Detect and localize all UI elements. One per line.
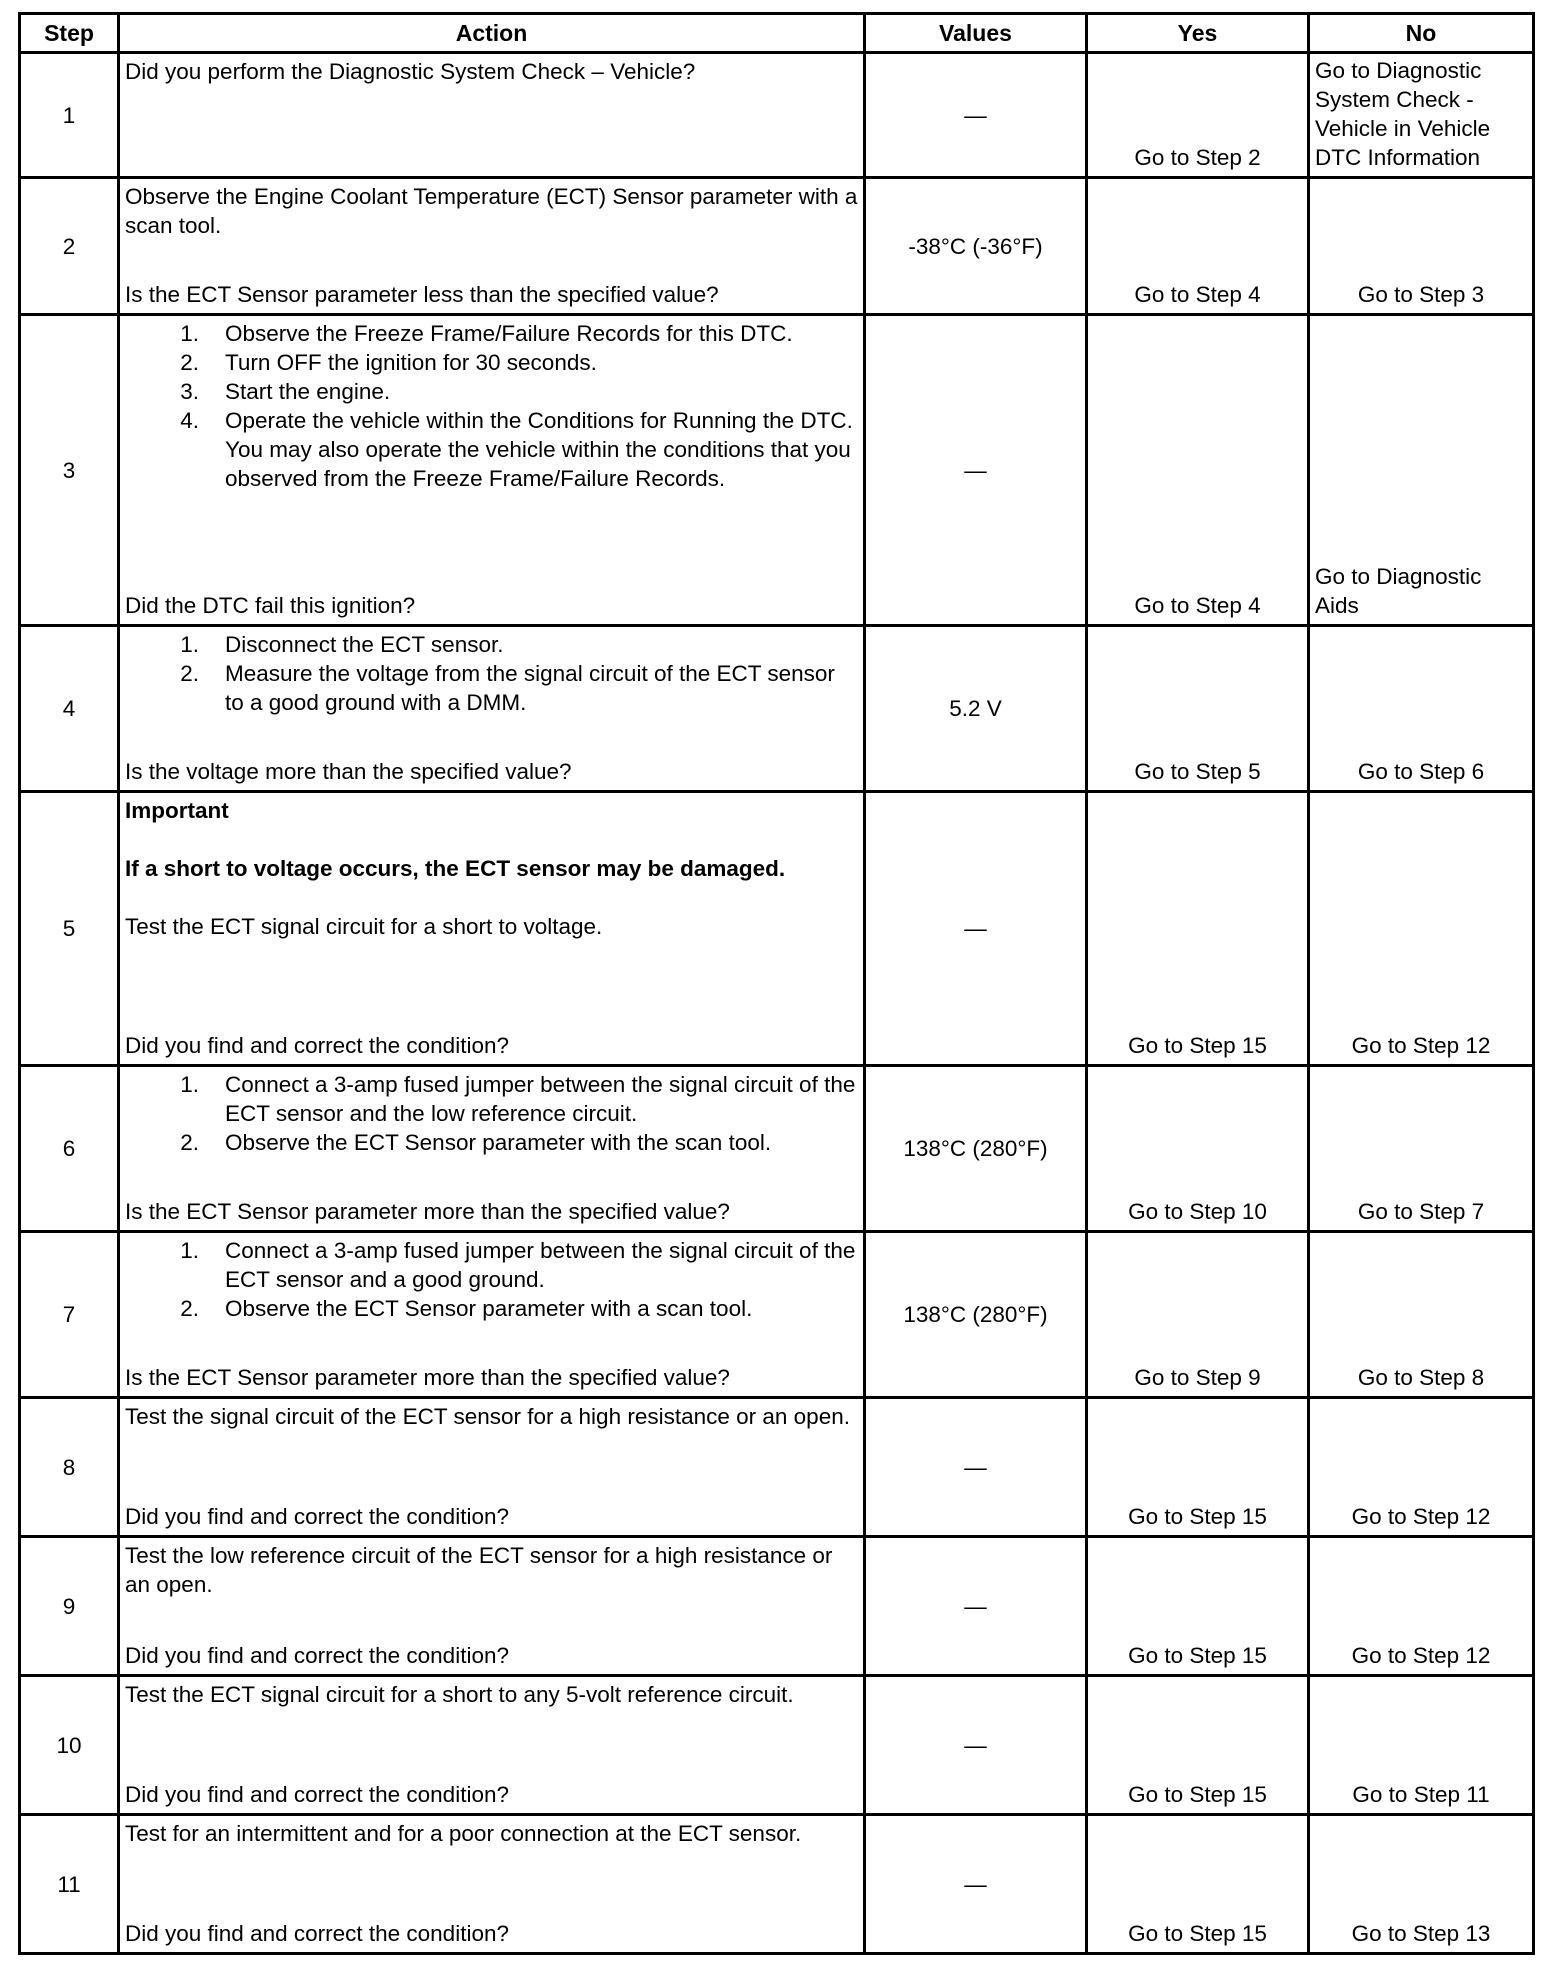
header-action: Action bbox=[119, 14, 865, 53]
action-cell bbox=[119, 315, 865, 626]
action-cell bbox=[119, 1066, 865, 1232]
action-question: Did you find and correct the condition? bbox=[125, 1033, 509, 1058]
action-cell bbox=[119, 792, 865, 1066]
action-question: Did you find and correct the condition? bbox=[125, 1643, 509, 1668]
action-content bbox=[125, 182, 858, 309]
action-cell bbox=[119, 1537, 865, 1676]
list-item bbox=[125, 630, 858, 659]
list-item-number: 2. bbox=[180, 1296, 199, 1321]
value-cell: — bbox=[865, 53, 1087, 178]
yes-cell: Go to Step 15 bbox=[1087, 1537, 1309, 1676]
action-steps-list bbox=[125, 1070, 858, 1157]
list-item-number: 1. bbox=[180, 1072, 199, 1097]
list-item bbox=[125, 406, 858, 493]
step-number: 10 bbox=[20, 1676, 119, 1815]
list-item bbox=[125, 1294, 858, 1323]
action-instructions bbox=[125, 1819, 858, 1848]
table-row bbox=[20, 1066, 1534, 1232]
no-cell: Go to Diagnostic System Check - Vehicle in Vehicle DTC Information bbox=[1309, 53, 1534, 178]
no-cell: Go to Step 12 bbox=[1309, 1537, 1534, 1676]
no-cell: Go to Diagnostic Aids bbox=[1309, 315, 1534, 626]
no-cell: Go to Step 11 bbox=[1309, 1676, 1534, 1815]
list-item-text: Observe the Freeze Frame/Failure Records for this DTC. bbox=[225, 321, 793, 346]
yes-cell: Go to Step 15 bbox=[1087, 792, 1309, 1066]
no-cell: Go to Step 7 bbox=[1309, 1066, 1534, 1232]
action-question: Is the ECT Sensor parameter more than the specified value? bbox=[125, 1199, 730, 1224]
list-item-text: Disconnect the ECT sensor. bbox=[225, 632, 504, 657]
list-item-text: Start the engine. bbox=[225, 379, 391, 404]
list-item bbox=[125, 1236, 858, 1294]
action-text: Did you perform the Diagnostic System Check – Vehicle? bbox=[125, 59, 696, 84]
important-text: If a short to voltage occurs, the ECT sensor may be damaged. bbox=[125, 856, 786, 881]
spacer bbox=[125, 883, 858, 912]
value-cell: 5.2 V bbox=[865, 626, 1087, 792]
action-instructions bbox=[125, 182, 858, 240]
action-instructions bbox=[125, 57, 858, 86]
action-cell bbox=[119, 53, 865, 178]
step-number: 7 bbox=[20, 1232, 119, 1398]
action-question: Is the voltage more than the specified value? bbox=[125, 759, 572, 784]
action-question: Is the ECT Sensor parameter less than the specified value? bbox=[125, 282, 719, 307]
step-number: 8 bbox=[20, 1398, 119, 1537]
list-item-number: 2. bbox=[180, 1130, 199, 1155]
step-number: 6 bbox=[20, 1066, 119, 1232]
yes-cell: Go to Step 10 bbox=[1087, 1066, 1309, 1232]
diagnostic-table-sheet bbox=[18, 12, 1532, 1955]
action-question: Did the DTC fail this ignition? bbox=[125, 593, 416, 618]
list-item-number: 4. bbox=[180, 408, 199, 433]
action-cell bbox=[119, 1232, 865, 1398]
action-content bbox=[125, 1819, 858, 1948]
table-row bbox=[20, 53, 1534, 178]
action-question: Did you find and correct the condition? bbox=[125, 1921, 509, 1946]
list-item bbox=[125, 319, 858, 348]
action-instructions bbox=[125, 630, 858, 717]
list-item-text: Turn OFF the ignition for 30 seconds. bbox=[225, 350, 597, 375]
list-item-number: 1. bbox=[180, 1238, 199, 1263]
diagnostic-table bbox=[18, 12, 1535, 1955]
action-instructions bbox=[125, 1541, 858, 1599]
table-row bbox=[20, 1537, 1534, 1676]
yes-cell: Go to Step 15 bbox=[1087, 1676, 1309, 1815]
action-cell bbox=[119, 1398, 865, 1537]
value-cell: — bbox=[865, 792, 1087, 1066]
list-item-number: 1. bbox=[180, 321, 199, 346]
action-cell bbox=[119, 1676, 865, 1815]
step-number: 5 bbox=[20, 792, 119, 1066]
action-instructions bbox=[125, 1070, 858, 1157]
yes-cell: Go to Step 4 bbox=[1087, 178, 1309, 315]
header-no: No bbox=[1309, 14, 1534, 53]
action-instructions bbox=[125, 1236, 858, 1323]
action-content bbox=[125, 319, 858, 620]
no-cell: Go to Step 13 bbox=[1309, 1815, 1534, 1954]
action-instructions bbox=[125, 1680, 858, 1709]
action-text: Test the ECT signal circuit for a short to voltage. bbox=[125, 914, 603, 939]
value-cell: — bbox=[865, 1398, 1087, 1537]
action-content bbox=[125, 796, 858, 1060]
action-content bbox=[125, 1402, 858, 1531]
yes-cell: Go to Step 9 bbox=[1087, 1232, 1309, 1398]
header-step: Step bbox=[20, 14, 119, 53]
list-item-text: Measure the voltage from the signal circuit of the ECT sensor to a good ground with a DMM. bbox=[225, 661, 835, 715]
table-row bbox=[20, 1398, 1534, 1537]
value-cell: -38°C (-36°F) bbox=[865, 178, 1087, 315]
value-cell: 138°C (280°F) bbox=[865, 1232, 1087, 1398]
action-content bbox=[125, 1680, 858, 1809]
action-instructions bbox=[125, 1402, 858, 1431]
action-question: Is the ECT Sensor parameter more than the specified value? bbox=[125, 1365, 730, 1390]
table-row bbox=[20, 178, 1534, 315]
list-item-number: 1. bbox=[180, 632, 199, 657]
yes-cell: Go to Step 2 bbox=[1087, 53, 1309, 178]
step-number: 2 bbox=[20, 178, 119, 315]
step-number: 9 bbox=[20, 1537, 119, 1676]
action-steps-list bbox=[125, 630, 858, 717]
action-text: Test the ECT signal circuit for a short to any 5-volt reference circuit. bbox=[125, 1682, 794, 1707]
list-item bbox=[125, 1128, 858, 1157]
list-item-text: Operate the vehicle within the Conditions for Running the DTC. You may also operate the vehicle within the conditions that you observed from the Freeze Frame/Failure Records. bbox=[225, 408, 853, 491]
value-cell: — bbox=[865, 1676, 1087, 1815]
list-item bbox=[125, 1070, 858, 1128]
action-text: Test for an intermittent and for a poor connection at the ECT sensor. bbox=[125, 1821, 802, 1846]
list-item-text: Observe the ECT Sensor parameter with a scan tool. bbox=[225, 1296, 753, 1321]
action-steps-list bbox=[125, 319, 858, 493]
list-item-text: Connect a 3-amp fused jumper between the signal circuit of the ECT sensor and a good ground. bbox=[225, 1238, 856, 1292]
list-item-text: Connect a 3-amp fused jumper between the signal circuit of the ECT sensor and the low reference circuit. bbox=[225, 1072, 856, 1126]
action-cell bbox=[119, 626, 865, 792]
step-number: 3 bbox=[20, 315, 119, 626]
yes-cell: Go to Step 15 bbox=[1087, 1398, 1309, 1537]
step-number: 11 bbox=[20, 1815, 119, 1954]
no-cell: Go to Step 12 bbox=[1309, 792, 1534, 1066]
action-text: Test the signal circuit of the ECT sensor for a high resistance or an open. bbox=[125, 1404, 850, 1429]
action-instructions bbox=[125, 796, 858, 941]
yes-cell: Go to Step 4 bbox=[1087, 315, 1309, 626]
table-row bbox=[20, 1676, 1534, 1815]
list-item bbox=[125, 348, 858, 377]
header-row bbox=[20, 14, 1534, 53]
value-cell: — bbox=[865, 1537, 1087, 1676]
step-number: 4 bbox=[20, 626, 119, 792]
no-cell: Go to Step 3 bbox=[1309, 178, 1534, 315]
yes-cell: Go to Step 5 bbox=[1087, 626, 1309, 792]
header-values: Values bbox=[865, 14, 1087, 53]
list-item-number: 2. bbox=[180, 661, 199, 686]
list-item-number: 2. bbox=[180, 350, 199, 375]
action-text: Test the low reference circuit of the ECT sensor for a high resistance or an open. bbox=[125, 1543, 833, 1597]
table-row bbox=[20, 626, 1534, 792]
action-content bbox=[125, 1541, 858, 1670]
action-question: Did you find and correct the condition? bbox=[125, 1504, 509, 1529]
header-yes: Yes bbox=[1087, 14, 1309, 53]
list-item-text: Observe the ECT Sensor parameter with the scan tool. bbox=[225, 1130, 772, 1155]
table-row bbox=[20, 315, 1534, 626]
action-cell bbox=[119, 178, 865, 315]
action-instructions bbox=[125, 319, 858, 493]
action-content bbox=[125, 1070, 858, 1226]
spacer bbox=[125, 825, 858, 854]
table-row bbox=[20, 1232, 1534, 1398]
no-cell: Go to Step 12 bbox=[1309, 1398, 1534, 1537]
action-text: Observe the Engine Coolant Temperature (ECT) Sensor parameter with a scan tool. bbox=[125, 184, 858, 238]
action-question: Did you find and correct the condition? bbox=[125, 1782, 509, 1807]
action-content bbox=[125, 1236, 858, 1392]
table-row bbox=[20, 792, 1534, 1066]
value-cell: — bbox=[865, 1815, 1087, 1954]
action-cell bbox=[119, 1815, 865, 1954]
yes-cell: Go to Step 15 bbox=[1087, 1815, 1309, 1954]
no-cell: Go to Step 8 bbox=[1309, 1232, 1534, 1398]
action-steps-list bbox=[125, 1236, 858, 1323]
value-cell: 138°C (280°F) bbox=[865, 1066, 1087, 1232]
action-content bbox=[125, 57, 858, 172]
no-cell: Go to Step 6 bbox=[1309, 626, 1534, 792]
step-number: 1 bbox=[20, 53, 119, 178]
value-cell: — bbox=[865, 315, 1087, 626]
list-item-number: 3. bbox=[180, 379, 199, 404]
important-title: Important bbox=[125, 798, 229, 823]
action-content bbox=[125, 630, 858, 786]
list-item bbox=[125, 377, 858, 406]
list-item bbox=[125, 659, 858, 717]
table-row bbox=[20, 1815, 1534, 1954]
